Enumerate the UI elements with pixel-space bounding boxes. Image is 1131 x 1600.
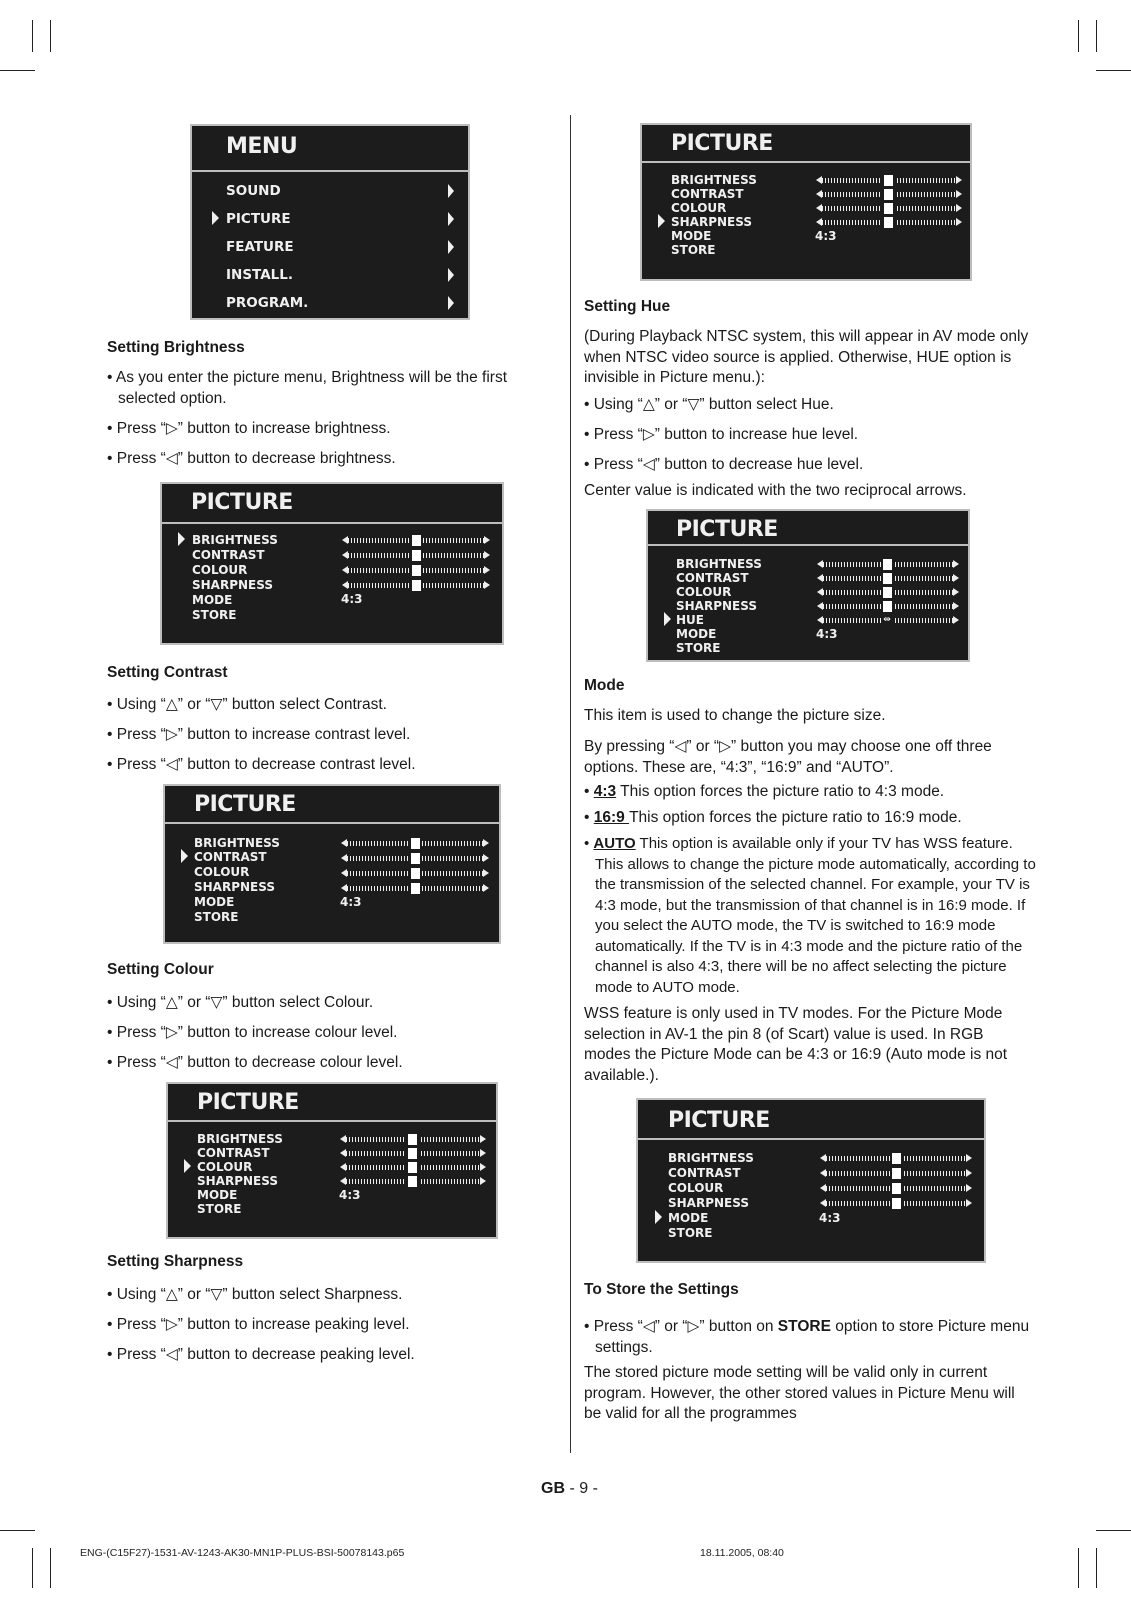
row-mode: MODE	[197, 1188, 238, 1202]
row-brightness: BRIGHTNESS	[197, 1132, 283, 1146]
hue-heading: Setting Hue	[584, 298, 671, 315]
mode-value: 4:3	[819, 1211, 841, 1225]
picture-title: PICTURE	[197, 1090, 299, 1115]
brightness-slider	[820, 1154, 972, 1163]
page-number	[541, 1480, 598, 1498]
row-sharpness: SHARPNESS	[676, 599, 757, 613]
contrast-bullet-1: • Using “△” or “▽” button select Contrast.	[107, 696, 387, 713]
mode-option-auto-label: AUTO	[593, 835, 636, 852]
sharpness-bullet-1: • Using “△” or “▽” button select Sharpness.	[107, 1286, 403, 1303]
mode-value: 4:3	[340, 895, 362, 909]
row-contrast: CONTRAST	[668, 1166, 741, 1180]
hue-bullet-2-text: Press “▷” button to increase hue level.	[593, 426, 859, 443]
crop-mark	[0, 1530, 35, 1531]
menu-item-sound: SOUND	[226, 183, 281, 199]
footer-date: 18.11.2005, 08:40	[700, 1547, 784, 1559]
mode-option-auto-text: This option is available only if your TV has WSS feature. This allows to change the picture mode automatically, according to the transmission of the selected channel. For example, your TV is 4:3 mode, but the transmission of that channel is in 16:9 mode. If you select the AUTO mode, the TV is switched to 16:9 mode automatically. If the TV is in 4:3 mode and the picture ratio of the channel is also 4:3, there will be no affect selecting the picture mode to AUTO mode.	[595, 835, 1036, 996]
selection-cursor-icon	[184, 1159, 191, 1173]
main-menu-panel	[190, 124, 470, 320]
row-mode: MODE	[192, 593, 233, 607]
row-colour: COLOUR	[192, 563, 248, 577]
menu-item-install: INSTALL.	[226, 267, 293, 283]
hue-intro: (During Playback NTSC system, this will appear in AV mode only when NTSC video source is applied. Otherwise, HUE option is invisible in Picture menu.):	[584, 328, 1029, 386]
crop-mark	[1078, 20, 1079, 52]
colour-bullet-1-text: Using “△” or “▽” button select Colour.	[116, 994, 374, 1011]
crop-mark	[1096, 1530, 1131, 1531]
row-sharpness: SHARPNESS	[194, 880, 275, 894]
column-divider	[570, 115, 571, 1453]
selection-cursor-icon	[212, 211, 219, 225]
sharpness-bullet-2: • Press “▷” button to increase peaking level.	[107, 1316, 410, 1333]
row-brightness: BRIGHTNESS	[668, 1151, 754, 1165]
sharpness-slider	[342, 581, 490, 590]
menu-title: MENU	[226, 134, 298, 159]
colour-slider	[820, 1184, 972, 1193]
mode-option-43-text: This option forces the picture ratio to 4:3 mode.	[616, 783, 945, 800]
mode-option-43: • 4:3 This option forces the picture ratio to 4:3 mode.	[584, 783, 945, 800]
colour-slider	[817, 588, 959, 597]
sharpness-bullet-2-text: Press “▷” button to increase peaking level.	[116, 1316, 410, 1333]
row-contrast: CONTRAST	[197, 1146, 270, 1160]
store-bullet-1: • Press “◁” or “▷” button on STORE option to store Picture menu settings.	[584, 1318, 1030, 1356]
sharpness-heading: Setting Sharpness	[107, 1253, 244, 1270]
row-mode: MODE	[671, 229, 712, 243]
colour-bullet-3: • Press “◁” button to decrease colour level.	[107, 1054, 403, 1071]
contrast-bullet-2-text: Press “▷” button to increase contrast level.	[116, 726, 411, 743]
mode-option-169-label: 16:9	[593, 809, 630, 826]
brightness-bullet-2-text: Press “▷” button to increase brightness.	[116, 420, 391, 437]
brightness-bullet-3-text: Press “◁” button to decrease brightness.	[116, 450, 396, 467]
sharpness-bullet-3-text: Press “◁” button to decrease peaking level.	[116, 1346, 415, 1363]
sharpness-slider	[341, 884, 489, 893]
colour-slider	[816, 204, 962, 213]
picture-panel-sharpness	[640, 123, 972, 281]
crop-mark	[32, 1548, 33, 1588]
crop-mark	[0, 70, 35, 71]
hue-center-note: Center value is indicated with the two reciprocal arrows.	[584, 482, 967, 499]
row-hue: HUE	[676, 613, 704, 627]
picture-separator	[165, 822, 499, 824]
hue-bullet-1-text: Using “△” or “▽” button select Hue.	[593, 396, 834, 413]
sharpness-bullet-1-text: Using “△” or “▽” button select Sharpness.	[116, 1286, 403, 1303]
picture-separator	[642, 161, 970, 163]
contrast-heading: Setting Contrast	[107, 664, 228, 681]
mode-option-169: • 16:9 This option forces the picture ratio to 16:9 mode.	[584, 809, 962, 826]
mode-option-43-label: 4:3	[593, 783, 617, 800]
colour-bullet-3-text: Press “◁” button to decrease colour level.	[116, 1054, 403, 1071]
row-colour: COLOUR	[676, 585, 732, 599]
hue-bullet-3: • Press “◁” button to decrease hue level.	[584, 456, 864, 473]
store-note: The stored picture mode setting will be valid only in current program. However, the other stored values in Picture Menu will be valid for all the programmes	[584, 1364, 1015, 1422]
crop-mark	[1078, 1548, 1079, 1588]
selection-cursor-icon	[181, 849, 188, 863]
mode-value: 4:3	[339, 1188, 361, 1202]
sharpness-slider	[820, 1199, 972, 1208]
page-label: GB	[541, 1480, 565, 1497]
menu-item-program: PROGRAM.	[226, 295, 309, 311]
colour-slider	[341, 869, 489, 878]
mode-heading: Mode	[584, 677, 625, 694]
contrast-slider	[342, 551, 490, 560]
contrast-slider	[341, 854, 489, 863]
row-store: STORE	[668, 1226, 713, 1240]
picture-separator	[638, 1138, 984, 1140]
row-mode: MODE	[676, 627, 717, 641]
crop-mark	[1096, 70, 1131, 71]
mode-value: 4:3	[341, 592, 363, 606]
hue-bullet-2: • Press “▷” button to increase hue level.	[584, 426, 859, 443]
row-sharpness: SHARPNESS	[671, 215, 752, 229]
picture-separator	[162, 522, 502, 524]
picture-title: PICTURE	[668, 1108, 770, 1133]
menu-item-feature: FEATURE	[226, 239, 294, 255]
page-number-value: - 9 -	[569, 1480, 598, 1497]
row-contrast: CONTRAST	[676, 571, 749, 585]
row-brightness: BRIGHTNESS	[192, 533, 278, 547]
row-contrast: CONTRAST	[671, 187, 744, 201]
colour-heading: Setting Colour	[107, 961, 214, 978]
row-store: STORE	[671, 243, 716, 257]
brightness-heading: Setting Brightness	[107, 339, 245, 356]
row-mode: MODE	[194, 895, 235, 909]
hue-slider	[817, 616, 959, 625]
store-bullet-1-bold: STORE	[777, 1318, 831, 1335]
store-heading: To Store the Settings	[584, 1281, 739, 1298]
row-colour: COLOUR	[194, 865, 250, 879]
selection-cursor-icon	[658, 214, 665, 228]
mode-value: 4:3	[816, 627, 838, 641]
brightness-bullet-3: • Press “◁” button to decrease brightness.	[107, 450, 396, 467]
row-mode: MODE	[668, 1211, 709, 1225]
row-sharpness: SHARPNESS	[668, 1196, 749, 1210]
hue-bullet-3-text: Press “◁” button to decrease hue level.	[593, 456, 864, 473]
row-store: STORE	[192, 608, 237, 622]
picture-panel-colour	[166, 1082, 498, 1239]
hue-center-arrows-icon: ⇹	[881, 616, 893, 625]
colour-slider	[342, 566, 490, 575]
picture-title: PICTURE	[191, 490, 293, 515]
row-brightness: BRIGHTNESS	[194, 836, 280, 850]
contrast-slider	[816, 190, 962, 199]
contrast-bullet-1-text: Using “△” or “▽” button select Contrast.	[116, 696, 387, 713]
row-sharpness: SHARPNESS	[192, 578, 273, 592]
row-store: STORE	[197, 1202, 242, 1216]
footer-filename: ENG-(C15F27)-1531-AV-1243-AK30-MN1P-PLUS-BSI-50078143.p65	[80, 1547, 405, 1559]
crop-mark	[50, 20, 51, 52]
sharpness-slider	[816, 218, 962, 227]
row-colour: COLOUR	[668, 1181, 724, 1195]
row-store: STORE	[194, 910, 239, 924]
picture-title: PICTURE	[671, 131, 773, 156]
contrast-bullet-3: • Press “◁” button to decrease contrast level.	[107, 756, 416, 773]
row-sharpness: SHARPNESS	[197, 1174, 278, 1188]
mode-option-169-text: This option forces the picture ratio to 16:9 mode.	[629, 809, 962, 826]
crop-mark	[32, 20, 33, 52]
brightness-bullet-2: • Press “▷” button to increase brightness.	[107, 420, 391, 437]
row-brightness: BRIGHTNESS	[671, 173, 757, 187]
crop-mark	[1096, 20, 1097, 52]
picture-separator	[168, 1120, 496, 1122]
sharpness-slider	[817, 602, 959, 611]
crop-mark	[1096, 1548, 1097, 1588]
colour-slider	[340, 1163, 486, 1172]
menu-separator	[192, 170, 468, 172]
picture-separator	[648, 544, 968, 546]
colour-bullet-1: • Using “△” or “▽” button select Colour.	[107, 994, 374, 1011]
picture-title: PICTURE	[676, 517, 778, 542]
contrast-bullet-3-text: Press “◁” button to decrease contrast level.	[116, 756, 416, 773]
menu-item-picture: PICTURE	[226, 211, 291, 227]
brightness-slider	[816, 176, 962, 185]
picture-title: PICTURE	[194, 792, 296, 817]
contrast-slider	[817, 574, 959, 583]
mode-p2: By pressing “◁” or “▷” button you may choose one off three options. These are, “4:3”, “16:9” and “AUTO”.	[584, 738, 992, 776]
brightness-bullet-1-text: As you enter the picture menu, Brightness will be the first selected option.	[115, 369, 508, 407]
selection-cursor-icon	[655, 1210, 662, 1224]
contrast-slider	[340, 1149, 486, 1158]
hue-bullet-1: • Using “△” or “▽” button select Hue.	[584, 396, 834, 413]
brightness-bullet-1: • As you enter the picture menu, Brightness will be the first selected option.	[107, 369, 508, 407]
row-contrast: CONTRAST	[192, 548, 265, 562]
mode-option-auto: • AUTO This option is available only if your TV has WSS feature. This allows to change the picture mode automatically, according to the transmission of the selected channel. For example, your TV is 4:3 mode, but the transmission of that channel is in 16:9 mode. If you select the AUTO mode, the TV is switched to 16:9 mode automatically. If the TV is in 4:3 mode and the picture ratio of the channel is also 4:3, there will be no affect selecting the picture mode to AUTO mode.	[584, 835, 1036, 996]
brightness-slider	[341, 839, 489, 848]
submenu-arrow-icon	[448, 296, 454, 310]
picture-panel-brightness	[160, 482, 504, 645]
selection-cursor-icon	[178, 532, 185, 546]
selection-cursor-icon	[664, 612, 671, 626]
brightness-slider	[817, 560, 959, 569]
store-bullet-1-pre: Press “◁” or “▷” button on	[593, 1318, 778, 1335]
colour-bullet-2: • Press “▷” button to increase colour level.	[107, 1024, 398, 1041]
crop-mark	[50, 1548, 51, 1588]
sharpness-bullet-3: • Press “◁” button to decrease peaking level.	[107, 1346, 415, 1363]
brightness-slider	[342, 536, 490, 545]
picture-panel-hue	[646, 509, 970, 662]
picture-panel-contrast	[163, 784, 501, 944]
store-bullet-1-post: option to store Picture menu settings.	[595, 1318, 1030, 1356]
mode-value: 4:3	[815, 229, 837, 243]
contrast-slider	[820, 1169, 972, 1178]
row-colour: COLOUR	[671, 201, 727, 215]
sharpness-slider	[340, 1177, 486, 1186]
mode-p1: This item is used to change the picture size.	[584, 707, 886, 724]
submenu-arrow-icon	[448, 212, 454, 226]
colour-bullet-2-text: Press “▷” button to increase colour level.	[116, 1024, 398, 1041]
row-store: STORE	[676, 641, 721, 655]
contrast-bullet-2: • Press “▷” button to increase contrast level.	[107, 726, 411, 743]
row-contrast: CONTRAST	[194, 850, 267, 864]
submenu-arrow-icon	[448, 240, 454, 254]
submenu-arrow-icon	[448, 184, 454, 198]
submenu-arrow-icon	[448, 268, 454, 282]
picture-panel-mode	[636, 1098, 986, 1263]
row-brightness: BRIGHTNESS	[676, 557, 762, 571]
row-colour: COLOUR	[197, 1160, 253, 1174]
wss-note: WSS feature is only used in TV modes. For the Picture Mode selection in AV-1 the pin 8 (of Scart) value is used. In RGB modes the Picture Mode can be 4:3 or 16:9 (Auto mode is not available.).	[584, 1005, 1008, 1084]
brightness-slider	[340, 1135, 486, 1144]
